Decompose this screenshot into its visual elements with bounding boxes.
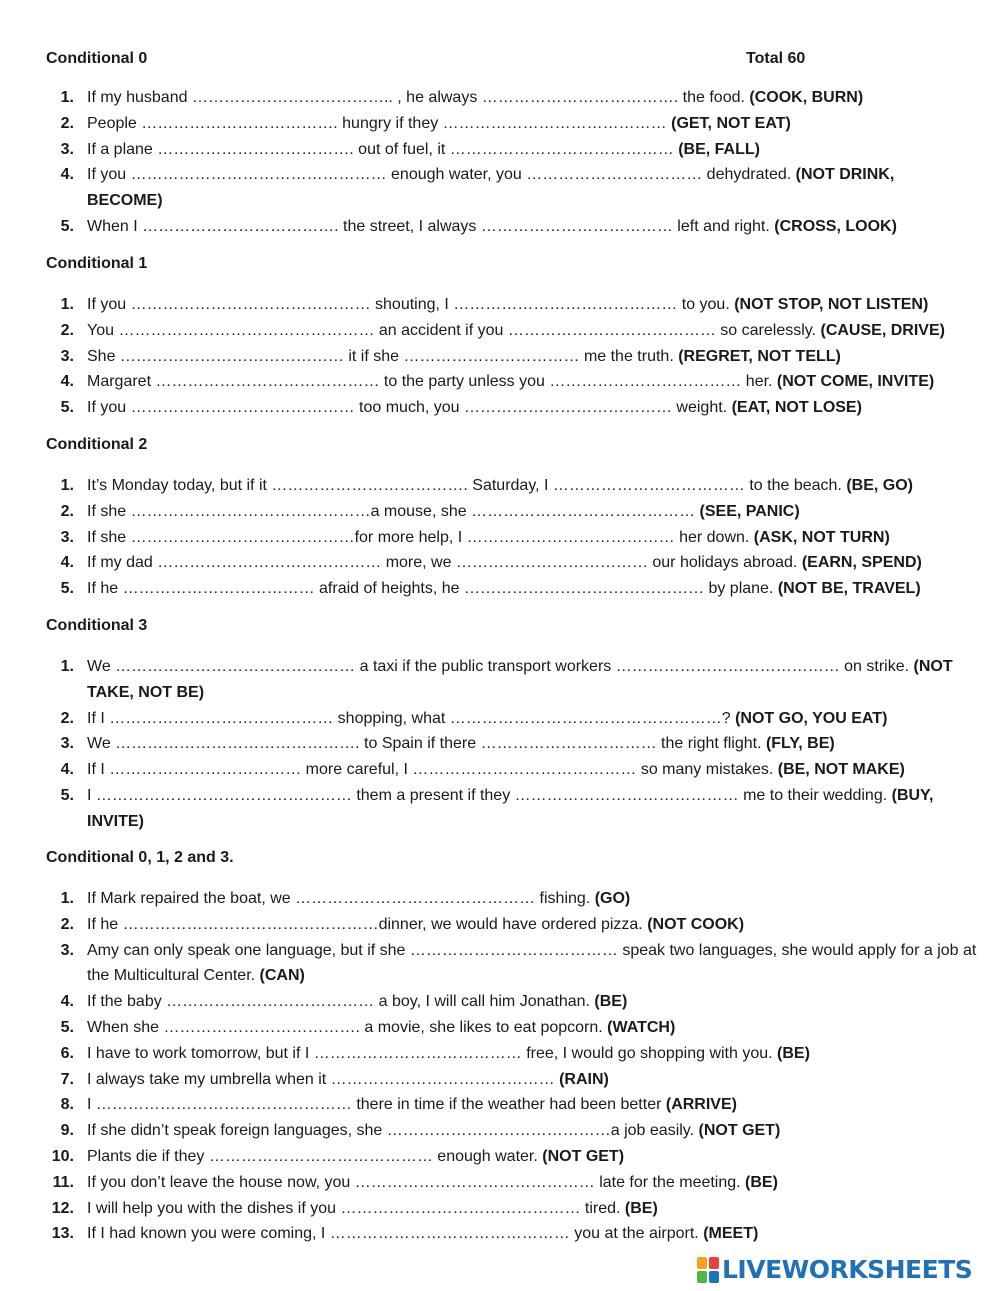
exercise-item: 4. If I ……………………………… more careful, I …………………………………… so many mistakes. (BE, NOT MAKE)	[60, 761, 905, 779]
section-title: Conditional 0	[46, 50, 148, 67]
exercise-item: 3. She …………………………………… it if she …………………………… me the truth. (REGRET, NOT TELL)	[60, 347, 841, 365]
exercise-item: 8. I ………………………………………… there in time if the weather had been better (ARRIVE)	[60, 1096, 737, 1114]
exercise-item: 3. We ………………………………………. to Spain if there …………………………… the right flight. (FLY, BE)	[60, 735, 835, 753]
section-title: Conditional 0, 1, 2 and 3.	[46, 849, 234, 866]
exercise-item: 2. If I …………………………………… shopping, what ……………………………………………? (NOT GO, YOU EAT)	[60, 709, 888, 727]
exercise-item: 5. When she ………………………………. a movie, she likes to eat popcorn. (WATCH)	[60, 1018, 676, 1036]
exercise-item: 11. If you don’t leave the house now, you ……………………………………… late for the meeting. (BE)	[52, 1173, 778, 1191]
liveworksheets-logo[interactable]	[697, 1254, 997, 1286]
exercise-item: 7. I always take my umbrella when it …………………………………… (RAIN)	[60, 1070, 609, 1088]
exercise-item: 5. When I ………………………………. the street, I always ……………………………… left and right. (CROSS, LOOK)	[60, 217, 897, 235]
exercise-item: 12. I will help you with the dishes if you ……………………………………… tired. (BE)	[51, 1199, 658, 1217]
exercise-item: 2. If he …………………………………………dinner, we would have ordered pizza. (NOT COOK)	[60, 915, 745, 933]
section-conditional-1	[46, 254, 946, 421]
exercise-item: 1. If Mark repaired the boat, we ……………………………………… fishing. (GO)	[60, 890, 631, 907]
exercise-item: 3. Amy can only speak one language, but if she ………………………………… speak two languages, she would apply for a job at the Multicultural Center. (CAN)	[60, 941, 977, 985]
section-title: Conditional 2	[46, 436, 148, 453]
exercise-item: 4. If the baby ………………………………… a boy, I will call him Jonathan. (BE)	[60, 993, 628, 1011]
exercise-item: 4. Margaret …………………………………… to the party unless you ……………………………… her. (NOT COME, INVITE)	[60, 373, 935, 391]
exercise-item: 2. If she ………………………………………a mouse, she …………………………………… (SEE, PANIC)	[60, 502, 800, 520]
logo-text: LIVEWORKSHEETS	[722, 1255, 973, 1284]
exercise-item: 4. If you ………………………………………… enough water, you …………………………… dehydrated. (NOT DRINK, BECOME)	[60, 166, 895, 210]
liveworksheets-logo-icon	[697, 1257, 719, 1283]
exercise-item: 1. It’s Monday today, but if it ………………………………. Saturday, I ……………………………… to the beach. (BE, GO)	[60, 477, 913, 494]
exercise-item: 5. I ………………………………………… them a present if they …………………………………… me to their wedding. (BUY, INVITE)	[60, 786, 934, 830]
exercise-item: 2. You ………………………………………… an accident if you ………………………………… so carelessly. (CAUSE, DRIVE)	[60, 321, 945, 339]
section-title: Conditional 1	[46, 255, 148, 272]
exercise-item: 4. If my dad …………………………………… more, we ……………………………… our holidays abroad. (EARN, SPEND)	[60, 554, 922, 572]
exercise-item: 13. If I had known you were coming, I ……………………………………… you at the airport. (MEET)	[51, 1225, 759, 1243]
worksheet-header	[46, 49, 940, 69]
exercise-item: 9. If she didn’t speak foreign languages, she ……………………………………a job easily. (NOT GET)	[60, 1122, 781, 1140]
section-conditional-3	[46, 616, 953, 835]
section-conditional-0	[46, 85, 946, 240]
exercise-item: 2. People ………………………………. hungry if they …………………………………… (GET, NOT EAT)	[60, 114, 791, 132]
exercise-item: 1. If my husband ……………………………….. , he always ………………………………. the food. (COOK, BURN)	[60, 89, 864, 106]
section-conditional-mixed	[46, 848, 977, 1247]
exercise-item: 6. I have to work tomorrow, but if I ………………………………… free, I would go shopping with you. (BE)	[60, 1044, 810, 1062]
section-conditional-2	[46, 435, 946, 602]
exercise-item: 5. If you …………………………………… too much, you ………………………………… weight. (EAT, NOT LOSE)	[60, 399, 862, 417]
total-score: Total 60	[746, 50, 806, 67]
exercise-item: 3. If she ……………………………………for more help, I ………………………………… her down. (ASK, NOT TURN)	[60, 528, 890, 546]
exercise-item: 1. We ……………………………………… a taxi if the public transport workers …………………………………… on strike. (NOT TAKE, NOT BE)	[60, 658, 953, 701]
section-title: Conditional 3	[46, 617, 148, 634]
exercise-item: 3. If a plane ………………………………. out of fuel, it …………………………………… (BE, FALL)	[60, 140, 760, 158]
exercise-item: 1. If you ……………………………………… shouting, I …………………………………… to you. (NOT STOP, NOT LISTEN)	[60, 296, 929, 313]
exercise-item: 10. Plants die if they …………………………………… enough water. (NOT GET)	[51, 1147, 625, 1165]
exercise-item: 5. If he ……………………………… afraid of heights, he ……………………………………… by plane. (NOT BE, TRAVEL)	[60, 580, 921, 598]
